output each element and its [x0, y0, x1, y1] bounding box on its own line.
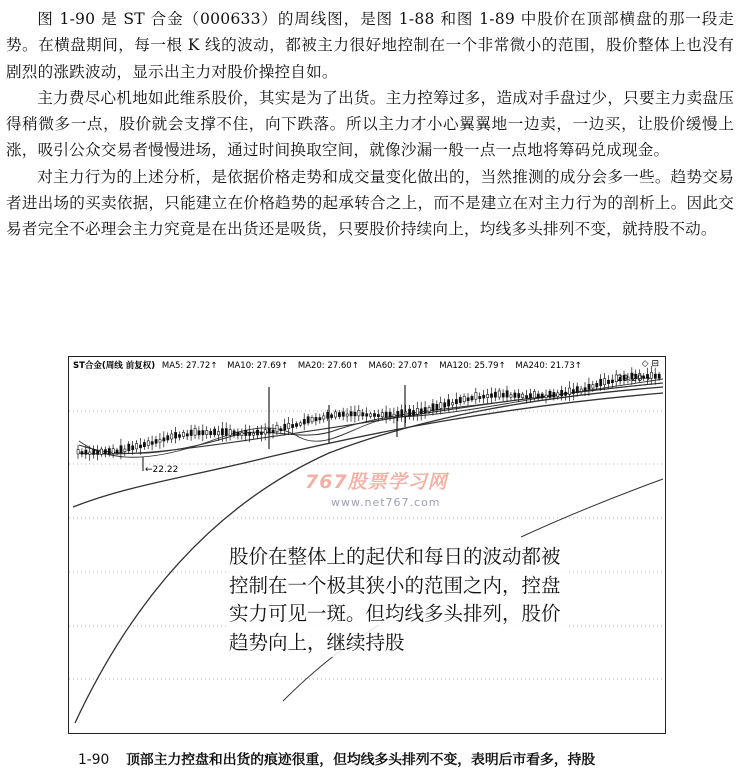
candle-body: [132, 446, 134, 450]
candle-body: [459, 397, 461, 402]
candle-body: [545, 395, 547, 398]
candle-body: [428, 407, 430, 411]
candle-body: [112, 449, 114, 454]
candle-body: [436, 404, 438, 409]
candle-body: [537, 394, 539, 398]
candle-body: [444, 403, 446, 408]
candle-body: [549, 391, 551, 397]
candle-body: [147, 441, 149, 446]
candle-body: [280, 429, 282, 431]
candle-body: [424, 407, 426, 412]
candle-body: [136, 444, 138, 449]
ma60-label: MA60: 27.07↑: [368, 361, 430, 371]
figure-caption: [78, 748, 595, 768]
candle-body: [584, 388, 586, 391]
candle-body: [448, 400, 450, 406]
ma120-label: MA120: 25.79↑: [439, 361, 506, 371]
candle-body: [167, 436, 169, 440]
candle-body: [389, 412, 391, 417]
watermark-text: 767股票学习网: [305, 471, 448, 493]
candle-body: [120, 446, 122, 453]
candle-body: [319, 418, 321, 420]
ma60-line: [79, 383, 663, 454]
candle-body: [467, 398, 469, 401]
candle-body: [139, 445, 141, 448]
candle-body: [479, 396, 481, 398]
candle-body: [483, 395, 485, 398]
candle-body: [350, 412, 352, 416]
candle-body: [260, 432, 262, 434]
paragraph-2: 主力费尽心机地如此维系股价，其实是为了出货。主力控筹过多，造成对手盘过少，只要主力卖盘压得稍微多一点，股价就会支撑不住，向下跌落。所以主力才小心翼翼地一边卖，一边买，让股价缓慢上涨，吸引公众交易者慢慢进场，通过时间换取空间，就像沙漏一般一点一点地将筹码兑成现金。: [6, 88, 734, 160]
chart-toolbar-icons[interactable]: ◇ ⊟: [641, 359, 659, 369]
candle-body: [362, 413, 364, 416]
caption-text: 顶部主力控盘和出货的痕迹很重，但均线多头排列不变，表明后市看多，持股: [126, 752, 596, 768]
body-text: [6, 6, 734, 243]
candle-body: [225, 429, 227, 436]
candle-body: [529, 394, 531, 398]
candle-body: [233, 431, 235, 436]
candle-body: [206, 430, 208, 434]
candle-body: [557, 393, 559, 397]
candle-body: [432, 404, 434, 411]
ma-header: [73, 359, 589, 371]
candle-body: [182, 432, 184, 436]
candle-body: [217, 432, 219, 435]
candle-body: [358, 410, 360, 416]
candle-body: [346, 414, 348, 416]
candle-body: [311, 417, 313, 421]
caption-number: 1-90: [78, 752, 110, 768]
candle-body: [565, 392, 567, 395]
candle-body: [307, 417, 309, 423]
candle-body: [533, 392, 535, 399]
candle-body: [412, 410, 414, 414]
paragraph-3: 对主力行为的上述分析，是依据价格走势和成交量变化做出的，当然推测的成分会多一些。趋势交易者进出场的买卖依据，只能建立在价格趋势的起承转合之上，而不是建立在对主力行为的剖析上。因此交易者完全不必理会主力究竟是在出货还是吸货，只要股价持续向上，均线多头排列不变，就持股不动。: [6, 167, 734, 239]
candle-body: [272, 430, 274, 433]
candle-body: [373, 414, 375, 417]
candle-body: [89, 452, 91, 454]
candle-body: [214, 429, 216, 435]
candle-body: [143, 442, 145, 446]
candle-body: [241, 433, 243, 436]
candle-body: [553, 392, 555, 397]
candle-body: [440, 403, 442, 409]
candle-body: [338, 413, 340, 417]
candle-body: [77, 450, 79, 454]
candle-body: [295, 424, 297, 427]
candle-body: [420, 409, 422, 414]
candle-body: [100, 449, 102, 454]
candle-body: [370, 414, 372, 416]
paragraph-1: 图 1-90 是 ST 合金（000633）的周线图，是图 1-88 和图 1-89 中股价在顶部横盘的那一段走势。在横盘期间，每一根 K 线的波动，都被主力很好地控制在一个非常微小的范围，股价整体上也没有剧烈的涨跌波动，显示出主力对股价操控自如。: [6, 10, 734, 81]
candle-body: [81, 452, 83, 455]
candle-body: [580, 389, 582, 391]
candle-body: [249, 432, 251, 435]
candle-body: [471, 396, 473, 400]
candle-body: [409, 409, 411, 415]
ma10-label: MA10: 27.69↑: [227, 361, 289, 371]
weekly-kline-chart: [68, 356, 666, 734]
candle-body: [323, 416, 325, 419]
candle-body: [600, 379, 602, 386]
candle-body: [116, 450, 118, 453]
candle-body: [561, 390, 563, 396]
candle-body: [284, 424, 286, 430]
trend-line-right: [521, 479, 663, 537]
candle-body: [576, 387, 578, 393]
candle-body: [354, 412, 356, 416]
ma240-label: MA240: 21.73↑: [515, 361, 582, 371]
candle-body: [494, 392, 496, 397]
candle-body: [315, 417, 317, 420]
chart-annotation: 股价在整体上的起伏和每日的波动都被控制在一个极其狭小的范围之内，控盘实力可见一斑。但均线多头排列，股价趋势向上，继续持股: [229, 543, 569, 657]
candle-body: [97, 451, 99, 454]
candle-body: [128, 444, 130, 451]
candle-body: [463, 396, 465, 401]
candle-body: [487, 395, 489, 398]
low-price-label: ←22.22: [145, 465, 179, 475]
candle-body: [264, 430, 266, 434]
candle-body: [124, 449, 126, 452]
candle-body: [498, 391, 500, 397]
candle-body: [159, 440, 161, 442]
candle-body: [592, 385, 594, 388]
candle-body: [85, 450, 87, 454]
candle-body: [229, 430, 231, 436]
candle-body: [155, 439, 157, 443]
candle-body: [186, 434, 188, 436]
candle-body: [451, 403, 453, 405]
candle-body: [303, 419, 305, 424]
candle-body: [202, 431, 204, 435]
candle-body: [401, 410, 403, 417]
candle-body: [416, 408, 418, 414]
candle-body: [108, 449, 110, 454]
candle-body: [178, 435, 180, 438]
candle-body: [650, 372, 652, 378]
candle-body: [175, 432, 177, 438]
watermark-url: www.net767.com: [331, 496, 441, 509]
candle-body: [299, 423, 301, 425]
candle-body: [604, 379, 606, 385]
ma5-label: MA5: 27.72↑: [161, 361, 218, 371]
candle-body: [151, 442, 153, 445]
candle-body: [506, 391, 508, 397]
candle-body: [256, 430, 258, 435]
candle-body: [475, 392, 477, 399]
candle-body: [455, 399, 457, 403]
ma10-line: [79, 379, 663, 457]
ma20-label: MA20: 27.60↑: [297, 361, 359, 371]
candle-body: [541, 394, 543, 398]
candle-body: [93, 450, 95, 455]
candle-body: [522, 394, 524, 398]
candle-body: [381, 413, 383, 417]
candle-body: [366, 414, 368, 416]
candle-body: [502, 393, 504, 397]
candle-body: [104, 450, 106, 454]
candle-body: [526, 396, 528, 398]
candle-body: [221, 429, 223, 435]
candle-body: [276, 425, 278, 431]
candle-body: [163, 438, 165, 441]
candle-body: [334, 412, 336, 417]
high-price-label: 29.20→: [617, 374, 651, 384]
candle-body: [607, 380, 609, 383]
candle-body: [568, 388, 570, 394]
candle-body: [253, 433, 255, 435]
candle-body: [658, 374, 660, 378]
candle-body: [194, 428, 196, 435]
candle-body: [245, 430, 247, 435]
candle-body: [292, 424, 294, 427]
candle-body: [490, 394, 492, 398]
candle-body: [510, 395, 512, 397]
candle-body: [331, 415, 333, 418]
chart-title: ST合金(周线 前复权): [73, 361, 156, 371]
candle-body: [596, 383, 598, 387]
candle-body: [210, 431, 212, 434]
candle-body: [611, 380, 613, 383]
candle-body: [237, 432, 239, 436]
candle-body: [518, 394, 520, 398]
candle-body: [288, 423, 290, 428]
ma20-line: [79, 383, 663, 453]
candle-body: [393, 414, 395, 417]
candle-body: [654, 374, 656, 378]
candle-body: [588, 384, 590, 389]
candle-body: [377, 414, 379, 416]
candle-body: [385, 412, 387, 417]
candle-body: [342, 412, 344, 416]
candle-body: [171, 434, 173, 439]
candle-body: [198, 431, 200, 435]
candle-body: [190, 430, 192, 435]
candle-body: [514, 393, 516, 397]
candle-body: [572, 390, 574, 394]
